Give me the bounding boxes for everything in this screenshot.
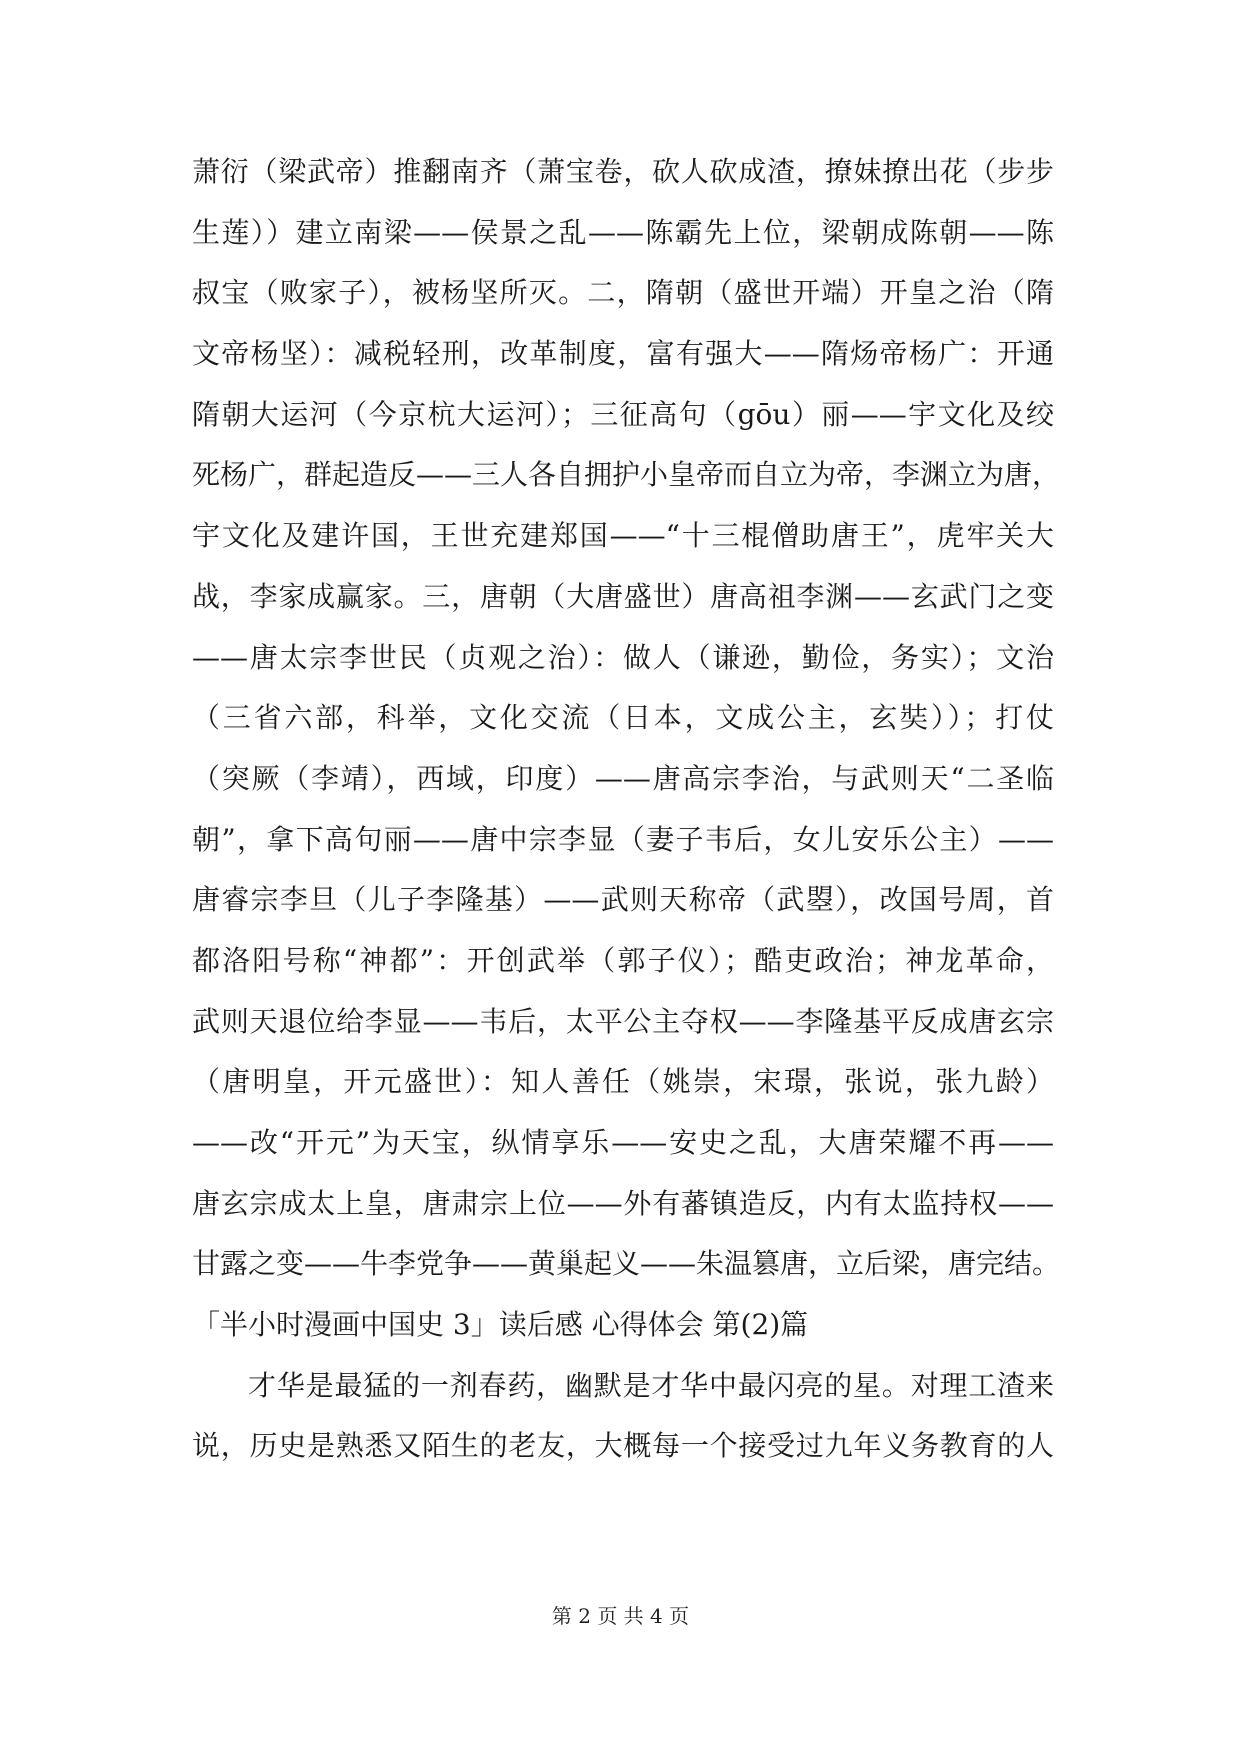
text-line: 都洛阳号称“神都”：开创武举（郭子仪）；酷吏政治；神龙革命， — [192, 943, 1054, 977]
text-line: （唐明皇，开元盛世）：知人善任（姚崇，宋璟，张说，张九龄） — [192, 1065, 1054, 1099]
text-line: （突厥（李靖），西域，印度）——唐高宗李治，与武则天“二圣临 — [192, 761, 1054, 795]
section-heading: 「半小时漫画中国史 3」读后感 心得体会 第(2)篇 — [192, 1308, 809, 1342]
body-text — [192, 142, 1061, 1477]
text-line: 武则天退位给李显——韦后，太平公主夺权——李隆基平反成唐玄宗 — [192, 1004, 1054, 1038]
text-line: （三省六部，科举，文化交流（日本，文成公主，玄奘））；打仗 — [192, 701, 1054, 735]
text-line: 死杨广，群起造反——三人各自拥护小皇帝而自立为帝，李渊立为唐， — [192, 458, 1061, 492]
page-number: 第 2 页 共 4 页 — [551, 1604, 690, 1628]
text-line: 生莲））建立南梁——侯景之乱——陈霸先上位，梁朝成陈朝——陈 — [192, 215, 1054, 249]
text-line: 隋朝大运河（今京杭大运河）；三征高句（gōu）丽——宇文化及绞 — [192, 397, 1054, 431]
text-line: 说，历史是熟悉又陌生的老友，大概每一个接受过九年义务教育的人 — [192, 1429, 1054, 1463]
text-line: 才华是最猛的一剂春药，幽默是才华中最闪亮的星。对理工渣来 — [248, 1368, 1054, 1402]
text-line: ——改“开元”为天宝，纵情享乐——安史之乱，大唐荣耀不再—— — [192, 1126, 1054, 1159]
text-line: 宇文化及建许国，王世充建郑国——“十三棍僧助唐王”，虎牢关大 — [192, 519, 1054, 553]
text-line: 唐睿宗李旦（儿子李隆基）——武则天称帝（武曌），改国号周，首 — [192, 883, 1054, 917]
text-line: 战，李家成赢家。三，唐朝（大唐盛世）唐高祖李渊——玄武门之变 — [192, 579, 1054, 613]
text-line: 唐玄宗成太上皇，唐肃宗上位——外有蕃镇造反，内有太监持权—— — [192, 1186, 1054, 1220]
text-line: ——唐太宗李世民（贞观之治）：做人（谦逊，勤俭，务实）；文治 — [192, 640, 1054, 674]
text-line: 朝”，拿下高句丽——唐中宗李显（妻子韦后，女儿安乐公主）—— — [192, 822, 1054, 856]
text-line: 甘露之变——牛李党争——黄巢起义——朱温篡唐，立后梁，唐完结。 — [192, 1247, 1061, 1281]
text-line: 文帝杨坚）：减税轻刑，改革制度，富有强大——隋炀帝杨广：开通 — [192, 337, 1054, 371]
text-line: 萧衍（梁武帝）推翻南齐（萧宝卷，砍人砍成渣，撩妹撩出花（步步 — [192, 155, 1054, 188]
text-line: 叔宝（败家子），被杨坚所灭。二，隋朝（盛世开端）开皇之治（隋 — [192, 276, 1054, 310]
